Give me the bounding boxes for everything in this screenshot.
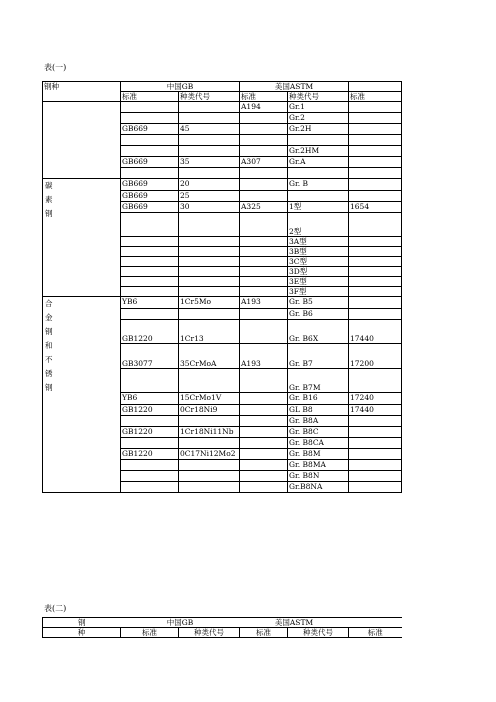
header-blank: [43, 92, 121, 102]
gb-code-cell: 45: [179, 124, 240, 135]
gb-code-cell: 20: [179, 179, 240, 191]
standard2-cell: [349, 135, 402, 146]
gb-code-cell: 35CrMoA: [179, 344, 240, 369]
gb-code-cell: [179, 369, 240, 393]
astm-standard-cell: [240, 309, 288, 320]
gb-standard-cell: [121, 168, 179, 179]
astm-code-cell: Gr. B6: [288, 309, 349, 320]
standard2-cell: [349, 257, 402, 267]
astm-standard-cell: [240, 213, 288, 237]
header-blank: [349, 82, 402, 92]
standard2-cell: [349, 146, 402, 157]
standard2-cell: [349, 438, 402, 449]
astm-code-cell: 3F型: [288, 287, 349, 297]
standard2-cell: [349, 179, 402, 191]
astm-standard-cell: A325: [240, 202, 288, 213]
astm-code-cell: Gr.A: [288, 157, 349, 168]
t2-astm-code-header: 种类代号: [288, 628, 349, 638]
t2-china-gb-header: 中国GB: [121, 618, 240, 628]
standard2-cell: [349, 267, 402, 277]
standard2-cell: [349, 309, 402, 320]
t2-steel-header-a: 钢: [43, 618, 121, 628]
standard2-cell: [349, 157, 402, 168]
t2-astm-standard-header: 标准: [240, 628, 288, 638]
standard2-cell: [349, 482, 402, 493]
astm-standard-cell: [240, 168, 288, 179]
gb-standard-cell: GB3077: [121, 344, 179, 369]
standard2-cell: [349, 113, 402, 124]
astm-code-cell: [288, 168, 349, 179]
header-row-1: [43, 82, 402, 92]
gb-standard-cell: [121, 213, 179, 237]
gb-code-cell: 1Cr13: [179, 320, 240, 344]
astm-standard-cell: [240, 287, 288, 297]
gb-code-cell: [179, 309, 240, 320]
t2-gb-code-header: 种类代号: [179, 628, 240, 638]
gb-standard-cell: [121, 438, 179, 449]
gb-code-cell: 0C17Ni12Mo2: [179, 449, 240, 460]
standard2-cell: [349, 191, 402, 202]
astm-standard-cell: [240, 438, 288, 449]
t2-us-astm-header: 美国ASTM: [240, 618, 349, 628]
astm-code-cell: Gr.B8NA: [288, 482, 349, 493]
gb-code-cell: 15CrMo1V: [179, 393, 240, 405]
gb-code-cell: [179, 277, 240, 287]
gb-standard-cell: GB669: [121, 179, 179, 191]
table-row: [43, 297, 402, 309]
standard2-cell: [349, 369, 402, 393]
astm-code-cell: Gr. B6X: [288, 320, 349, 344]
t2-header-blank: [349, 618, 402, 628]
astm-standard-cell: A307: [240, 157, 288, 168]
t2-steel-header-b: 种: [43, 628, 121, 638]
gb-code-header: 种类代号: [179, 92, 240, 102]
astm-standard-header: 标准: [240, 92, 288, 102]
gb-code-cell: 1Cr5Mo: [179, 297, 240, 309]
astm-code-cell: Gr. B7M: [288, 369, 349, 393]
standard2-cell: 17440: [349, 320, 402, 344]
astm-code-cell: 1型: [288, 202, 349, 213]
astm-standard-cell: [240, 427, 288, 438]
gb-standard-cell: [121, 257, 179, 267]
gb-code-cell: [179, 102, 240, 113]
standard2-cell: [349, 102, 402, 113]
gb-standard-cell: GB1220: [121, 320, 179, 344]
astm-standard-cell: [240, 179, 288, 191]
standard2-cell: [349, 460, 402, 471]
gb-standard-cell: [121, 471, 179, 482]
astm-standard-cell: [240, 416, 288, 427]
astm-standard-cell: [240, 113, 288, 124]
table1-caption: 表(一): [44, 63, 67, 72]
us-astm-header: 美国ASTM: [240, 82, 349, 92]
gb-code-cell: [179, 113, 240, 124]
astm-code-cell: [288, 135, 349, 146]
gb-code-cell: [179, 213, 240, 237]
gb-code-cell: 0Cr18Ni9: [179, 405, 240, 416]
gb-standard-cell: [121, 482, 179, 493]
table-row: [43, 179, 402, 191]
gb-standard-cell: [121, 102, 179, 113]
astm-standard-cell: [240, 393, 288, 405]
gb-standard-cell: YB6: [121, 297, 179, 309]
gb-standard-cell: GB669: [121, 191, 179, 202]
astm-code-cell: Gr. B8A: [288, 416, 349, 427]
steel-comparison-table: [42, 81, 402, 493]
astm-code-cell: Gr. B: [288, 179, 349, 191]
astm-code-cell: GL B8: [288, 405, 349, 416]
gb-code-cell: [179, 135, 240, 146]
gb-code-cell: [179, 287, 240, 297]
standard2-cell: [349, 297, 402, 309]
astm-standard-cell: [240, 482, 288, 493]
gb-standard-cell: [121, 247, 179, 257]
standard2-cell: 17440: [349, 405, 402, 416]
gb-standard-cell: YB6: [121, 393, 179, 405]
gb-code-cell: [179, 416, 240, 427]
standard2-cell: [349, 247, 402, 257]
gb-code-cell: [179, 168, 240, 179]
gb-standard-cell: [121, 277, 179, 287]
astm-standard-cell: [240, 460, 288, 471]
table2: [42, 617, 402, 638]
standard2-cell: 17200: [349, 344, 402, 369]
gb-standard-cell: [121, 369, 179, 393]
table2-caption: 表(二): [44, 604, 67, 613]
standard2-cell: [349, 471, 402, 482]
t2-standard2-header: 标准: [349, 628, 402, 638]
astm-code-cell: Gr.2H: [288, 124, 349, 135]
astm-code-cell: Gr.2: [288, 113, 349, 124]
astm-standard-cell: [240, 320, 288, 344]
astm-standard-cell: [240, 191, 288, 202]
gb-code-cell: [179, 267, 240, 277]
astm-standard-cell: [240, 247, 288, 257]
standard2-cell: [349, 237, 402, 247]
standard2-header: 标准: [349, 92, 402, 102]
astm-code-cell: Gr. B8CA: [288, 438, 349, 449]
gb-standard-cell: [121, 146, 179, 157]
gb-standard-cell: [121, 460, 179, 471]
gb-standard-header: 标准: [121, 92, 179, 102]
astm-standard-cell: [240, 146, 288, 157]
gb-standard-cell: [121, 287, 179, 297]
standard2-cell: [349, 427, 402, 438]
gb-code-cell: [179, 146, 240, 157]
astm-code-cell: Gr. B5: [288, 297, 349, 309]
gb-standard-cell: [121, 113, 179, 124]
gb-standard-cell: GB669: [121, 157, 179, 168]
astm-code-cell: 3B型: [288, 247, 349, 257]
standard2-cell: [349, 124, 402, 135]
table-row: [43, 102, 402, 113]
gb-code-cell: [179, 460, 240, 471]
gb-code-cell: [179, 247, 240, 257]
t2-gb-standard-header: 标准: [121, 628, 179, 638]
gb-standard-cell: [121, 267, 179, 277]
astm-code-cell: Gr. B8N: [288, 471, 349, 482]
standard2-cell: [349, 213, 402, 237]
astm-standard-cell: [240, 135, 288, 146]
gb-standard-cell: GB669: [121, 202, 179, 213]
astm-code-cell: 2型: [288, 213, 349, 237]
standard2-cell: 17240: [349, 393, 402, 405]
alloy-steel-label: 合 金 钢 和 不 锈 钢: [43, 297, 121, 493]
astm-code-cell: 3C型: [288, 257, 349, 267]
gb-code-cell: [179, 237, 240, 247]
astm-standard-cell: [240, 369, 288, 393]
china-gb-header: 中国GB: [121, 82, 240, 92]
astm-code-cell: [288, 191, 349, 202]
gb-standard-cell: [121, 309, 179, 320]
gb-code-cell: 25: [179, 191, 240, 202]
standard2-cell: [349, 449, 402, 460]
astm-code-cell: 3A型: [288, 237, 349, 247]
gb-standard-cell: GB1220: [121, 427, 179, 438]
standard2-cell: 1654: [349, 202, 402, 213]
gb-code-cell: [179, 471, 240, 482]
gb-standard-cell: [121, 416, 179, 427]
astm-code-cell: Gr. B16: [288, 393, 349, 405]
astm-code-cell: Gr.2HM: [288, 146, 349, 157]
astm-standard-cell: [240, 449, 288, 460]
t2-header-row-1: [43, 618, 402, 628]
astm-standard-cell: [240, 277, 288, 287]
gb-code-cell: [179, 257, 240, 267]
gb-code-cell: 30: [179, 202, 240, 213]
gb-code-cell: [179, 482, 240, 493]
steel-type-header: 钢种: [43, 82, 121, 92]
astm-code-cell: Gr. B7: [288, 344, 349, 369]
gb-code-cell: 1Cr18Ni11Nb: [179, 427, 240, 438]
carbon-steel-label: 碳 素 钢: [43, 179, 121, 297]
standard2-cell: [349, 416, 402, 427]
gb-standard-cell: [121, 237, 179, 247]
gb-standard-cell: GB669: [121, 124, 179, 135]
astm-code-cell: 3D型: [288, 267, 349, 277]
t2-header-row-2: [43, 628, 402, 638]
standard2-cell: [349, 277, 402, 287]
astm-code-header: 种类代号: [288, 92, 349, 102]
astm-standard-cell: [240, 471, 288, 482]
astm-standard-cell: [240, 267, 288, 277]
gb-code-cell: 35: [179, 157, 240, 168]
gb-standard-cell: [121, 135, 179, 146]
astm-standard-cell: [240, 257, 288, 267]
astm-standard-cell: A193: [240, 297, 288, 309]
astm-standard-cell: [240, 124, 288, 135]
astm-code-cell: Gr. B8M: [288, 449, 349, 460]
astm-standard-cell: A193: [240, 344, 288, 369]
standard2-cell: [349, 168, 402, 179]
astm-standard-cell: [240, 405, 288, 416]
header-row-2: [43, 92, 402, 102]
astm-standard-cell: A194: [240, 102, 288, 113]
astm-code-cell: Gr. B8C: [288, 427, 349, 438]
astm-standard-cell: [240, 237, 288, 247]
gb-standard-cell: GB1220: [121, 405, 179, 416]
steel-group-blank: [43, 102, 121, 179]
astm-code-cell: Gr.1: [288, 102, 349, 113]
standard2-cell: [349, 287, 402, 297]
gb-standard-cell: GB1220: [121, 449, 179, 460]
gb-code-cell: [179, 438, 240, 449]
astm-code-cell: Gr. B8MA: [288, 460, 349, 471]
astm-code-cell: 3E型: [288, 277, 349, 287]
